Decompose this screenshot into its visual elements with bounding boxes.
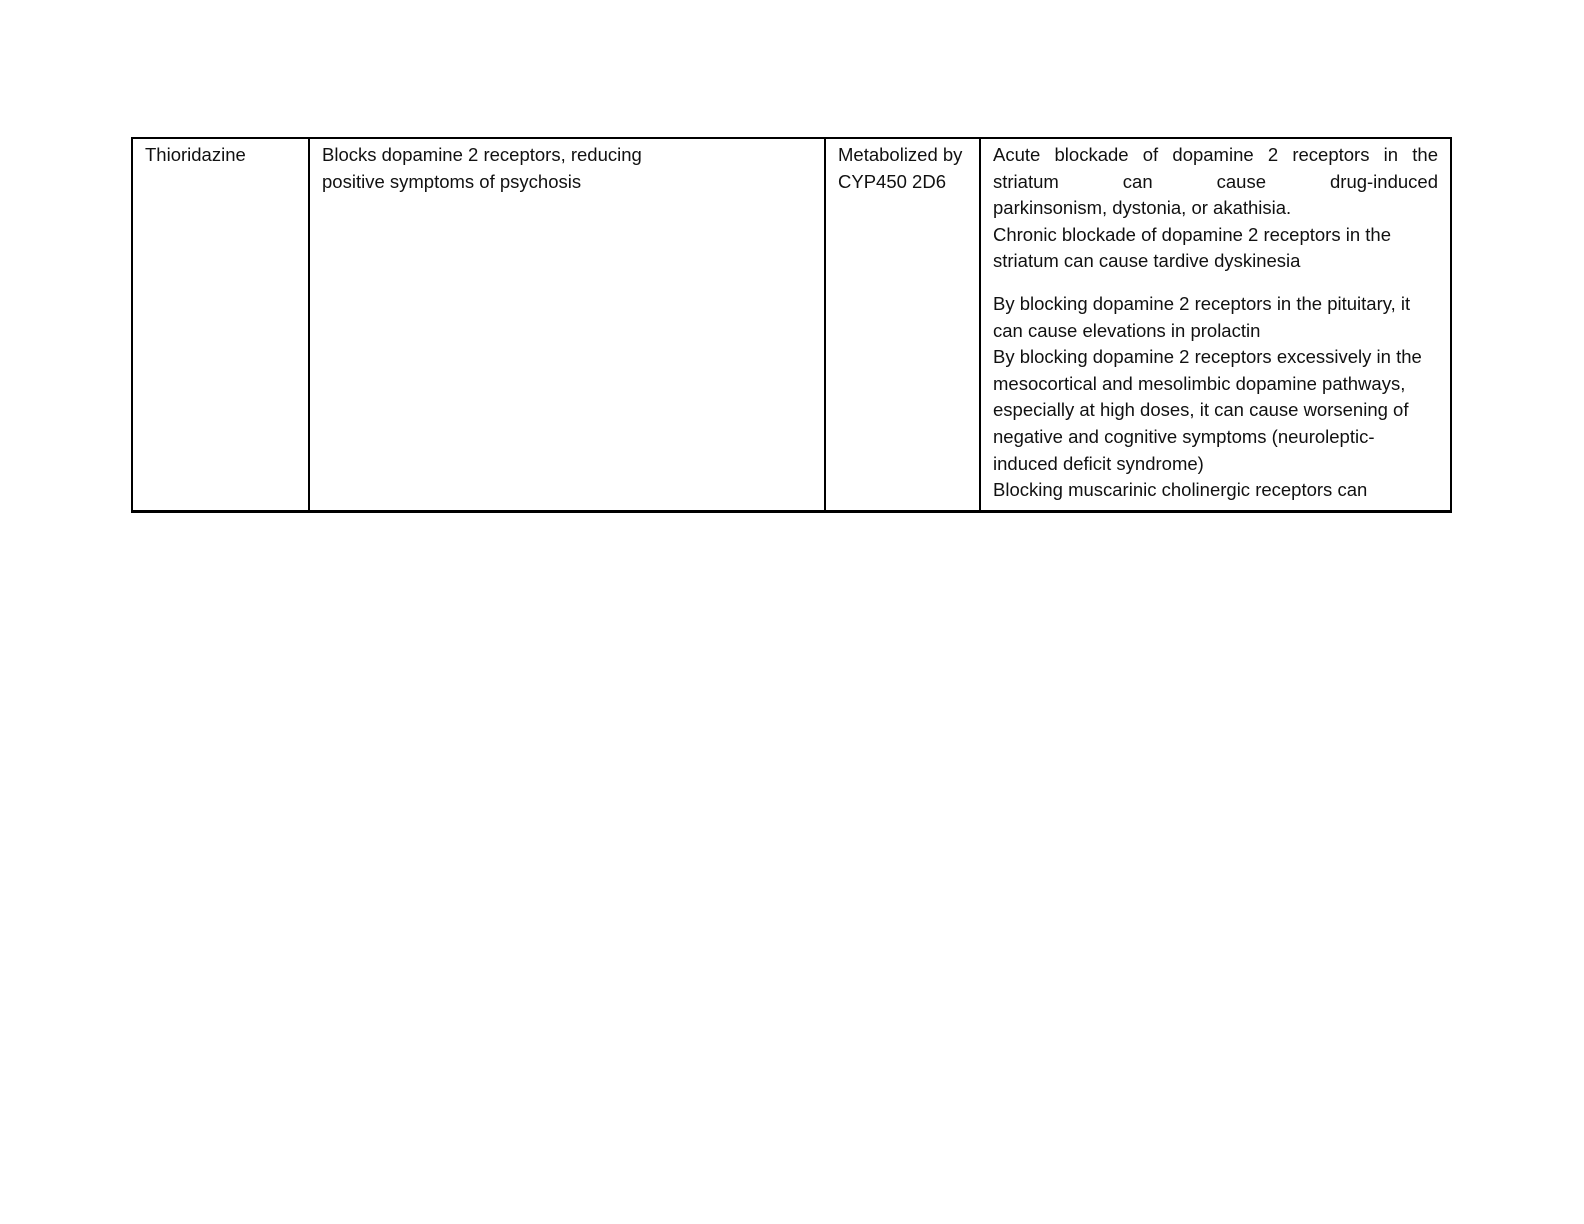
effects-paragraph-1-end: parkinsonism, dystonia, or akathisia.	[993, 197, 1292, 219]
drug-name: Thioridazine	[145, 144, 246, 165]
table-row	[132, 138, 1451, 511]
effects-paragraph-3: By blocking dopamine 2 receptors in the pituitary, it can cause elevations in prolactin	[993, 292, 1411, 341]
metabolism-text: Metabolized by CYP450 2D6	[838, 144, 963, 192]
drug-table	[131, 137, 1452, 513]
mechanism-text: Blocks dopamine 2 receptors, reducing positive symptoms of psychosis	[322, 144, 642, 192]
paragraph-spacer	[993, 275, 1438, 291]
effects-paragraph-5: Blocking muscarinic cholinergic receptors can	[993, 479, 1368, 501]
side-effects-cell	[980, 138, 1451, 511]
effects-paragraph-4: By blocking dopamine 2 receptors excessively in the mesocortical and mesolimbic dopamine pathways, especially at high doses, it can cause worsening of negative and cognitive symptoms (neuroleptic-induced deficit syndrome)	[993, 346, 1422, 474]
effects-paragraph-2: Chronic blockade of dopamine 2 receptors in the striatum can cause tardive dyskinesia	[993, 223, 1391, 272]
drug-name-cell	[132, 138, 309, 511]
mechanism-cell	[309, 138, 825, 511]
effects-paragraph-1: Acute blockade of dopamine 2 receptors in the striatum can cause drug-induced	[993, 144, 1438, 192]
metabolism-cell	[825, 138, 980, 511]
